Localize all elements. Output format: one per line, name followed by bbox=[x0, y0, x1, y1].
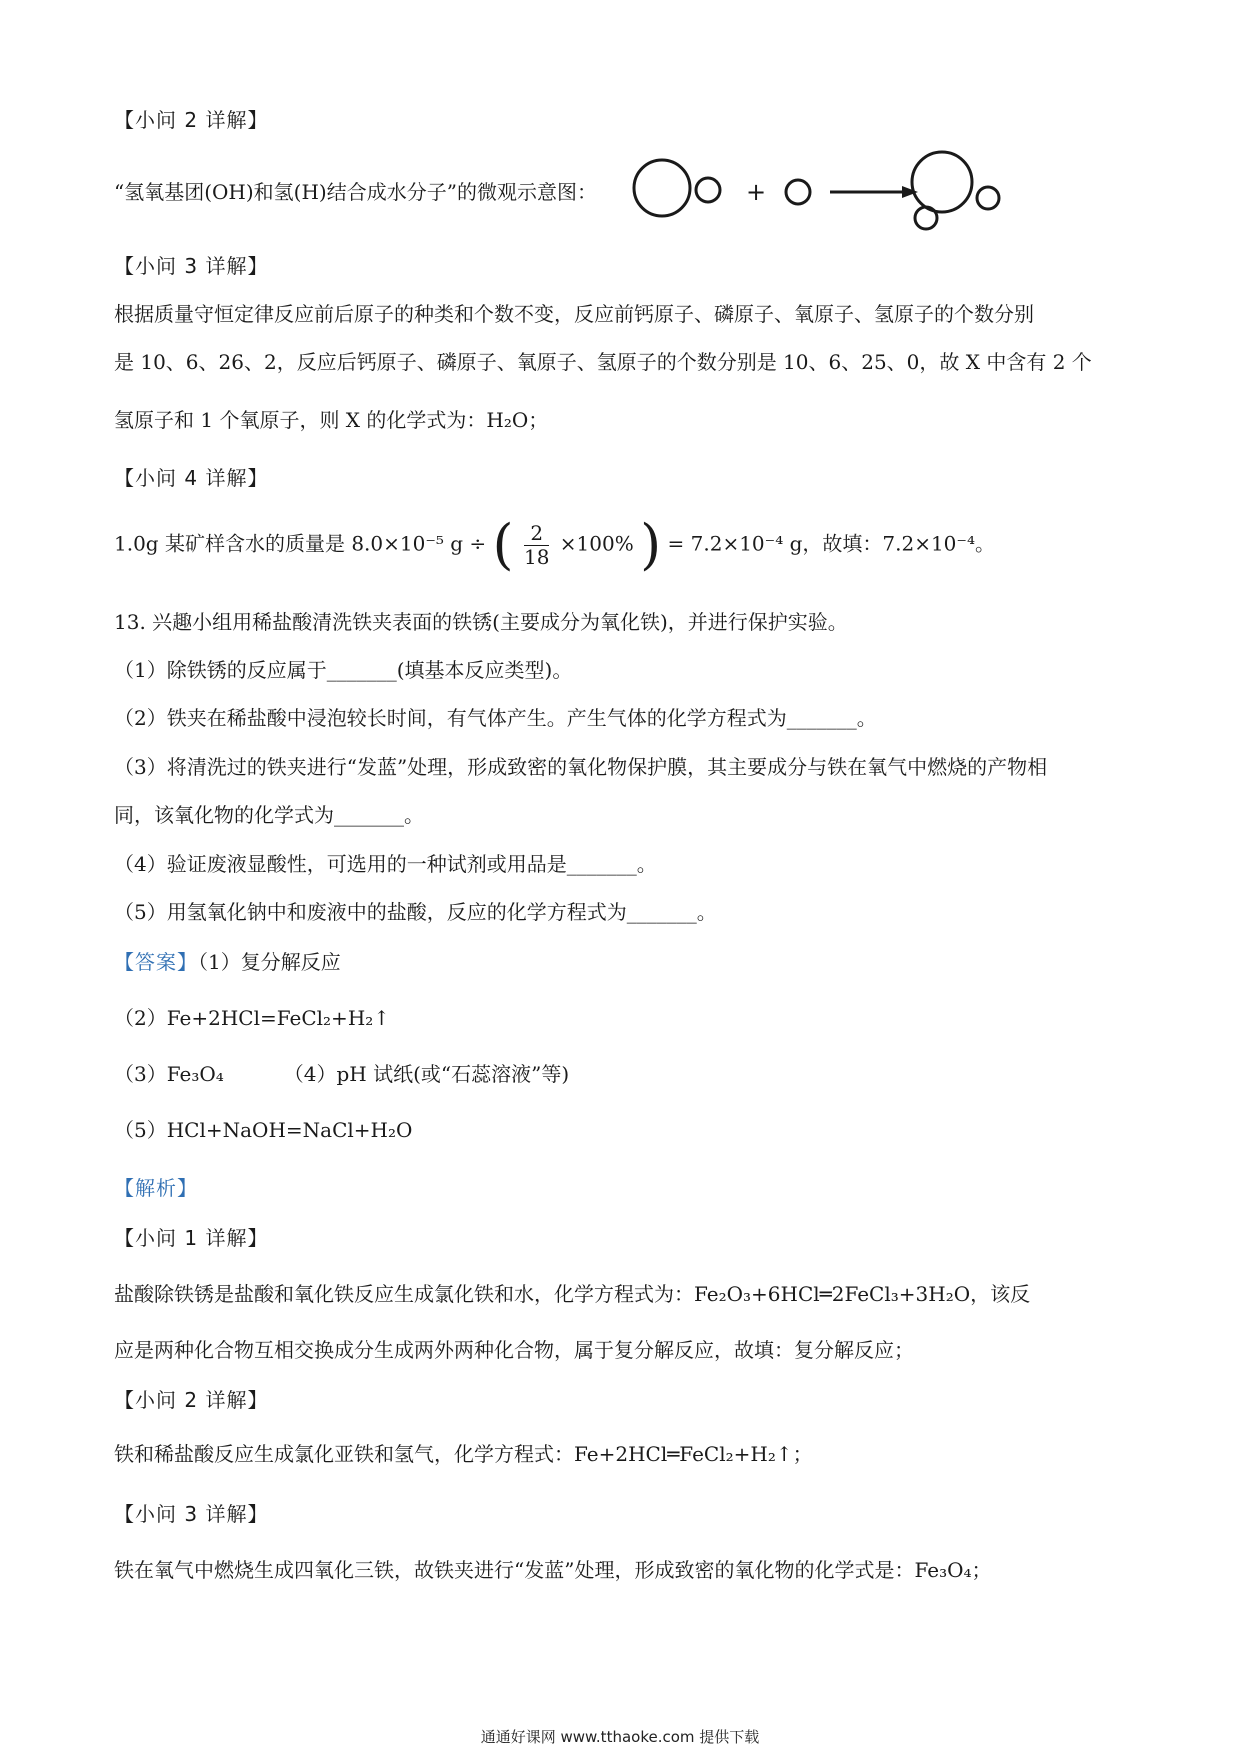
oxygen-atom-icon bbox=[634, 160, 690, 216]
answer-1: （1）复分解反应 bbox=[198, 950, 341, 974]
subq1-header: 【小问 1 详解】 bbox=[114, 1226, 269, 1250]
water-molecule-diagram bbox=[620, 142, 1020, 242]
question-part-1: （1）除铁锈的反应属于_______(填基本反应类型)。 bbox=[114, 658, 573, 682]
hydrogen-atom-icon bbox=[696, 178, 720, 202]
plus-sign: + bbox=[746, 178, 767, 206]
subq3-header-b: 【小问 3 详解】 bbox=[114, 1502, 269, 1526]
question-part-5: （5）用氢氧化钠中和废液中的盐酸，反应的化学方程式为_______。 bbox=[114, 900, 717, 924]
answer-5: （5）HCl+NaOH=NaCl+H₂O bbox=[114, 1118, 413, 1142]
answer-3: （3）Fe₃O₄ bbox=[114, 1062, 224, 1086]
hydrogen-atom-icon bbox=[915, 207, 937, 229]
answer-line-1 bbox=[114, 950, 341, 974]
subq4-header: 【小问 4 详解】 bbox=[114, 466, 269, 490]
subq2-header-b: 【小问 2 详解】 bbox=[114, 1388, 269, 1412]
fraction-numerator: 2 bbox=[524, 522, 549, 546]
analysis-tag: 【解析】 bbox=[114, 1176, 198, 1200]
answer-tag: 【答案】 bbox=[114, 950, 198, 974]
question-part-3: （3）将清洗过的铁夹进行“发蓝”处理，形成致密的氧化物保护膜，其主要成分与铁在氧气中燃烧的产物相 bbox=[114, 755, 1048, 779]
paren-open: ( bbox=[492, 513, 514, 576]
subq2-header-a: 【小问 2 详解】 bbox=[114, 108, 269, 132]
subq3-header-a: 【小问 3 详解】 bbox=[114, 254, 269, 278]
paragraph-line: 铁在氧气中燃烧生成四氧化三铁，故铁夹进行“发蓝”处理，形成致密的氧化物的化学式是：Fe₃O₄； bbox=[114, 1558, 992, 1582]
answer-2: （2）Fe+2HCl=FeCl₂+H₂↑ bbox=[114, 1006, 391, 1030]
answer-4: （4）pH 试纸(或“石蕊溶液”等) bbox=[283, 1062, 570, 1086]
diagram-caption: “氢氧基团(OH)和氢(H)结合成水分子”的微观示意图： bbox=[114, 180, 597, 204]
question-part-2: （2）铁夹在稀盐酸中浸泡较长时间，有气体产生。产生气体的化学方程式为_______。 bbox=[114, 706, 877, 730]
oxygen-atom-icon bbox=[912, 152, 972, 212]
hydrogen-atom-icon bbox=[977, 187, 999, 209]
hydrogen-atom-icon bbox=[786, 180, 810, 204]
paragraph-line: 应是两种化合物互相交换成分生成两外两种化合物，属于复分解反应，故填：复分解反应； bbox=[114, 1338, 914, 1362]
question-part-4: （4）验证废液显酸性，可选用的一种试剂或用品是_______。 bbox=[114, 852, 657, 876]
page-footer: 通通好课网 www.tthaoke.com 提供下载 bbox=[480, 1728, 760, 1746]
answer-line-3 bbox=[114, 1062, 569, 1086]
paragraph-line: 盐酸除铁锈是盐酸和氧化铁反应生成氯化铁和水，化学方程式为：Fe₂O₃+6HCl═2FeCl₃+3H₂O，该反 bbox=[114, 1282, 1031, 1306]
question-part-3-cont: 同，该氧化物的化学式为_______。 bbox=[114, 803, 424, 827]
paragraph-line: 根据质量守恒定律反应前后原子的种类和个数不变，反应前钙原子、磷原子、氧原子、氢原子的个数分别 bbox=[114, 302, 1034, 326]
calc-part-a: 1.0g 某矿样含水的质量是 8.0×10⁻⁵ g ÷ bbox=[114, 531, 487, 556]
fraction-denominator: 18 bbox=[523, 545, 550, 569]
calc-part-b: ×100% bbox=[559, 531, 634, 556]
paragraph-line: 是 10、6、26、2，反应后钙原子、磷原子、氧原子、氢原子的个数分别是 10、6、25、0，故 X 中含有 2 个 bbox=[114, 350, 1092, 374]
paragraph-line: 铁和稀盐酸反应生成氯化亚铁和氢气，化学方程式：Fe+2HCl═FeCl₂+H₂↑； bbox=[114, 1442, 813, 1466]
question-13-stem: 13. 兴趣小组用稀盐酸清洗铁夹表面的铁锈(主要成分为氧化铁)，并进行保护实验。 bbox=[114, 610, 848, 634]
mass-calc-line bbox=[114, 513, 995, 576]
paren-close: ) bbox=[640, 513, 662, 576]
paragraph-line: 氢原子和 1 个氧原子，则 X 的化学式为：H₂O； bbox=[114, 408, 549, 432]
fraction bbox=[524, 522, 549, 568]
calc-part-c: = 7.2×10⁻⁴ g，故填：7.2×10⁻⁴。 bbox=[667, 531, 995, 556]
